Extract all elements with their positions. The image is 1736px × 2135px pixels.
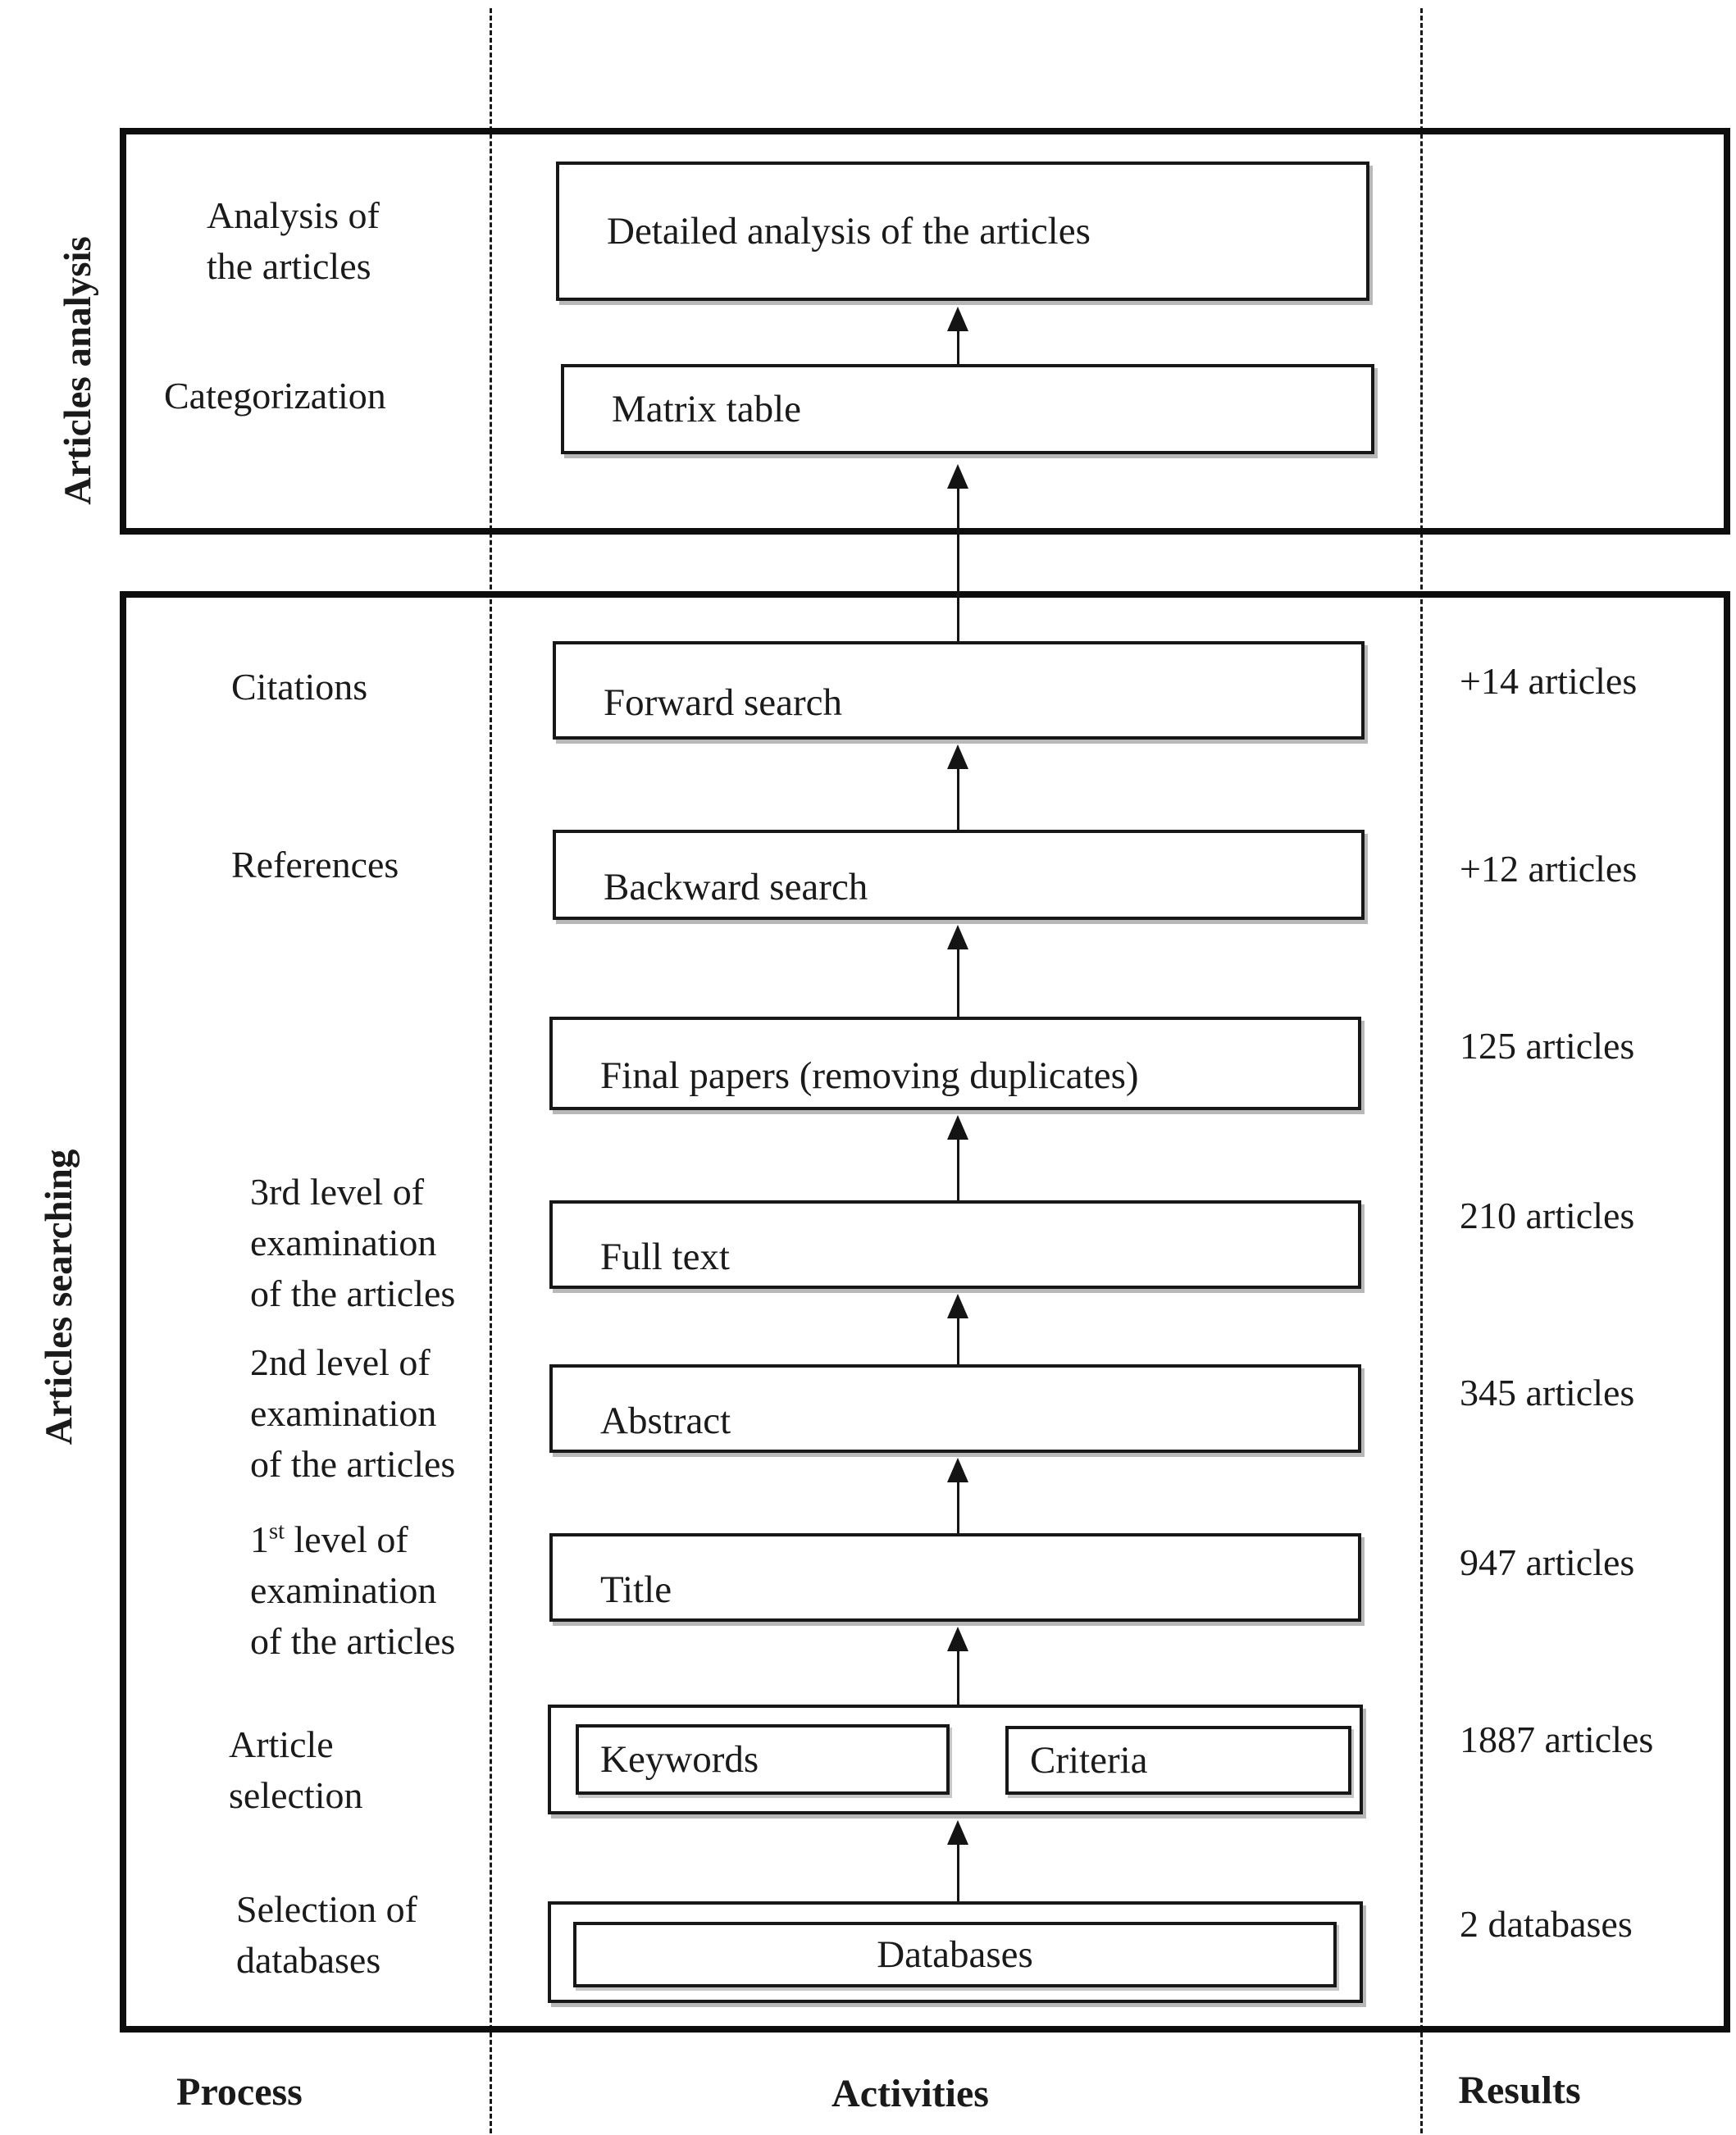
- up-arrow-backward-to-forward: [945, 744, 970, 830]
- process-label-line: of the articles: [250, 1272, 456, 1314]
- arrow-shaft: [957, 1477, 959, 1533]
- up-arrow-forward-to-matrix: [945, 464, 970, 641]
- activity-box-label: Abstract: [600, 1400, 731, 1442]
- arrow-shaft: [957, 1134, 959, 1200]
- result-article-selection: 1887 articles: [1460, 1718, 1654, 1760]
- side-label-articles-analysis: Articles analysis: [57, 236, 99, 505]
- arrow-shaft: [957, 944, 959, 1017]
- up-arrow-fulltext-to-final: [945, 1115, 970, 1200]
- process-label-line: databases: [236, 1939, 381, 1981]
- up-arrow-databases-to-keywords: [945, 1820, 970, 1901]
- activity-box-final-papers: [549, 1017, 1361, 1110]
- process-label-line-rest: level of: [285, 1518, 408, 1560]
- process-label-line: Selection of: [236, 1888, 417, 1930]
- activity-group-article-selection: [548, 1705, 1363, 1814]
- activity-box-label: Backward search: [604, 866, 868, 908]
- process-label-article-selection: [229, 1719, 363, 1821]
- process-label-line: 3rd level of: [250, 1171, 425, 1213]
- process-label-line: examination: [250, 1392, 437, 1434]
- column-title-results: Results: [1458, 2069, 1581, 2112]
- activity-box-label: Forward search: [604, 681, 843, 724]
- process-label-line: 2nd level of: [250, 1341, 431, 1383]
- result-forward-search: +14 articles: [1460, 660, 1638, 702]
- process-label-line: examination: [250, 1569, 437, 1611]
- process-label-categorization: Categorization: [164, 375, 386, 417]
- process-label-line: examination: [250, 1222, 437, 1263]
- process-label-line: of the articles: [250, 1443, 456, 1485]
- process-label-line: Analysis of: [207, 194, 380, 236]
- activity-box-criteria: [1005, 1726, 1351, 1795]
- arrow-shaft: [957, 483, 959, 641]
- activity-box-label: Title: [600, 1568, 672, 1611]
- arrow-shaft: [957, 1313, 959, 1364]
- activity-box-databases: [573, 1922, 1337, 1987]
- activity-box-label: Final papers (removing duplicates): [600, 1054, 1139, 1097]
- result-full-text: 210 articles: [1460, 1195, 1635, 1236]
- activity-box-label: Full text: [600, 1236, 730, 1278]
- process-label-line: [250, 1514, 455, 1565]
- arrow-shaft: [957, 1646, 959, 1705]
- activity-box-label: Detailed analysis of the articles: [607, 210, 1091, 253]
- activity-box-keywords: [576, 1724, 950, 1795]
- activity-box-matrix-table: [561, 364, 1374, 454]
- process-label-line: Article: [229, 1723, 334, 1765]
- process-label-1st-level: [250, 1514, 455, 1667]
- activity-box-detailed-analysis: [556, 162, 1369, 301]
- process-label-references: References: [231, 844, 399, 885]
- column-title-process: Process: [176, 2070, 303, 2114]
- column-title-activities: Activities: [832, 2072, 989, 2115]
- result-title: 947 articles: [1460, 1541, 1635, 1583]
- ordinal-number: 1: [250, 1518, 269, 1560]
- result-final-papers: 125 articles: [1460, 1025, 1635, 1067]
- up-arrow-title-to-abstract: [945, 1458, 970, 1533]
- activity-box-label: Databases: [877, 1933, 1033, 1976]
- up-arrow-matrix-to-detailed: [945, 307, 970, 364]
- arrow-shaft: [957, 763, 959, 830]
- activity-box-label: Keywords: [600, 1738, 759, 1781]
- process-label-3rd-level: [250, 1167, 455, 1319]
- activity-box-backward-search: [553, 830, 1365, 920]
- process-label-line: the articles: [207, 245, 371, 287]
- activity-box-title: [549, 1533, 1361, 1622]
- activity-box-label: Criteria: [1030, 1739, 1148, 1782]
- activity-box-label: Matrix table: [612, 388, 802, 430]
- process-label-selection-of-databases: [236, 1884, 417, 1986]
- result-databases: 2 databases: [1460, 1903, 1633, 1945]
- arrow-shaft: [957, 1839, 959, 1901]
- process-label-analysis-of-articles: [207, 190, 380, 292]
- activity-box-full-text: [549, 1200, 1361, 1289]
- process-label-line: of the articles: [250, 1620, 456, 1662]
- process-label-2nd-level: [250, 1337, 455, 1490]
- activity-group-databases: [548, 1901, 1363, 2003]
- arrow-shaft: [957, 325, 959, 364]
- activity-box-abstract: [549, 1364, 1361, 1453]
- side-label-articles-searching: Articles searching: [38, 1149, 80, 1445]
- result-abstract: 345 articles: [1460, 1372, 1635, 1413]
- up-arrow-final-to-backward: [945, 925, 970, 1017]
- activity-box-forward-search: [553, 641, 1365, 740]
- up-arrow-keywords-to-title: [945, 1627, 970, 1705]
- process-label-line: selection: [229, 1774, 363, 1816]
- process-label-citations: Citations: [231, 666, 368, 708]
- up-arrow-abstract-to-fulltext: [945, 1294, 970, 1364]
- ordinal-suffix: st: [269, 1518, 285, 1545]
- result-backward-search: +12 articles: [1460, 848, 1638, 890]
